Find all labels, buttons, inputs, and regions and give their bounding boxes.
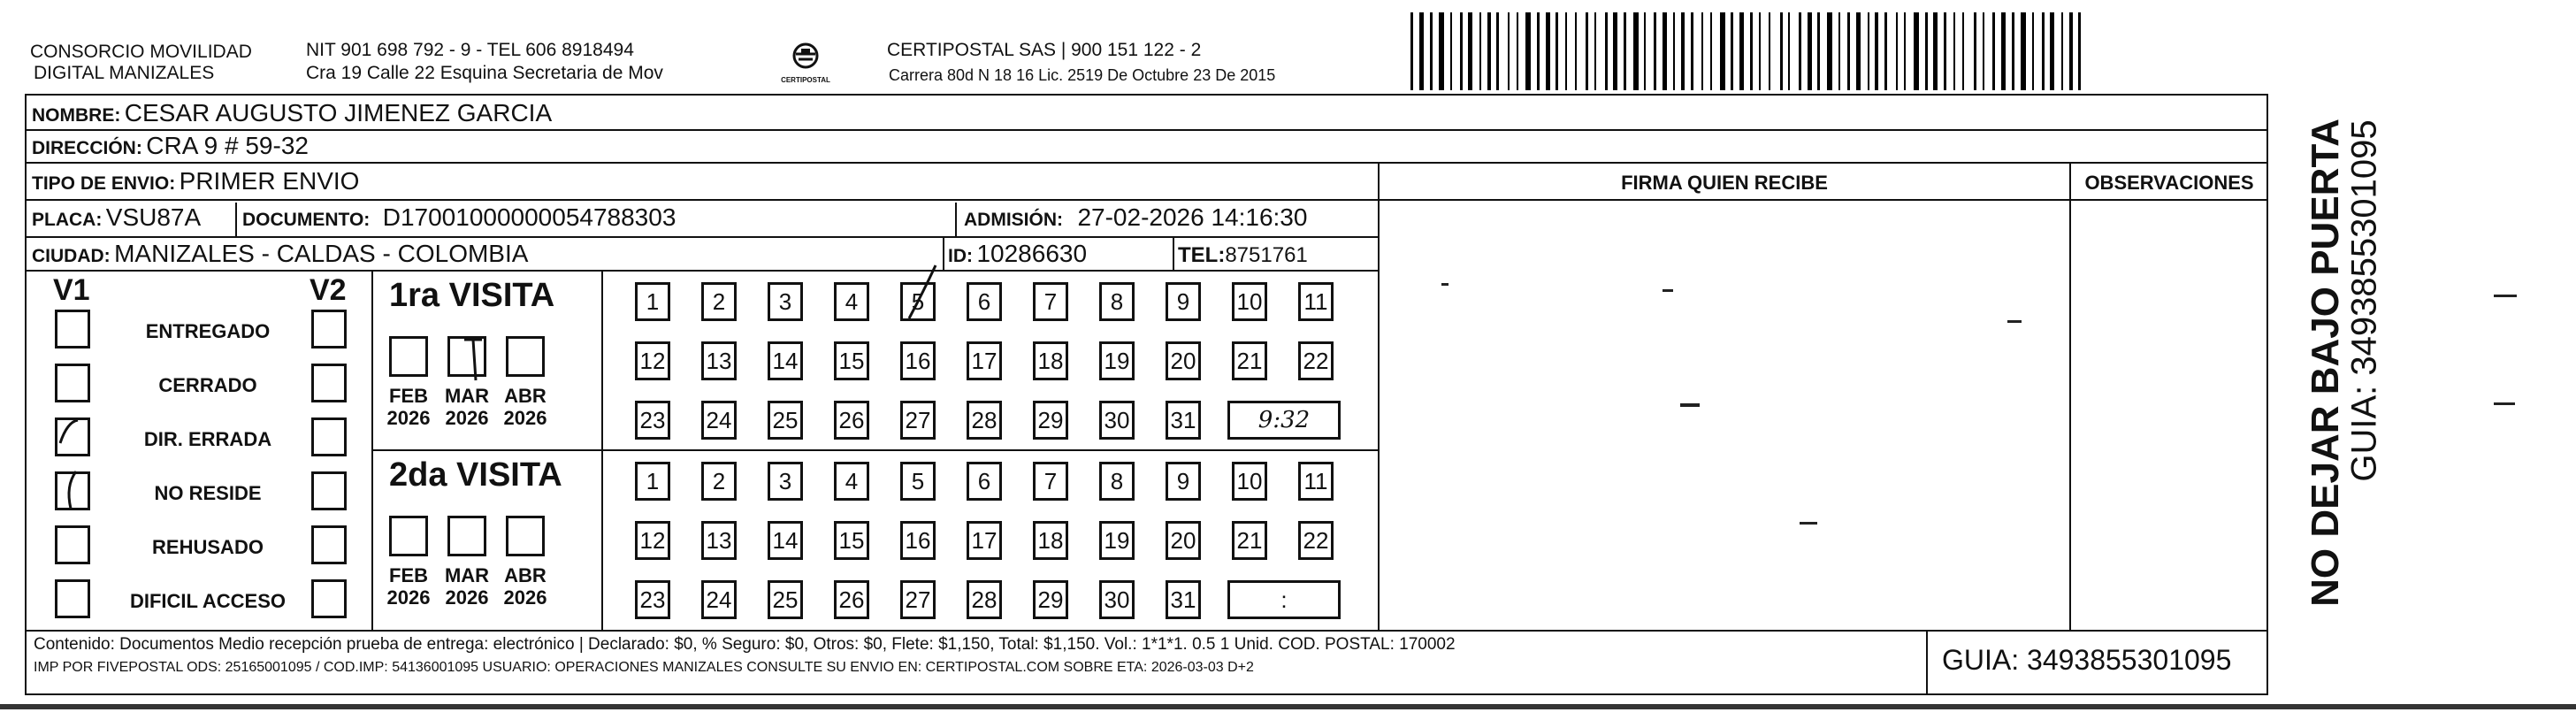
documento-label: DOCUMENTO: (242, 210, 371, 230)
day-box[interactable]: 11 (1298, 282, 1334, 321)
barcode-bar (2050, 12, 2054, 90)
divider (2069, 162, 2071, 631)
barcode-bar (1983, 12, 1984, 90)
day-box[interactable]: 22 (1298, 521, 1334, 560)
logo-text: CERTIPOSTAL (781, 76, 830, 84)
day-box[interactable]: 29 (1033, 580, 1068, 619)
id-label: ID: (948, 246, 973, 266)
barcode-bar (1594, 12, 1596, 90)
footer-content-line: Contenido: Documentos Medio recepción prueba de entrega: electrónico | Declarado: $0, % Seguro: $0, Otros: $0, Flete: $1,150, Total: $1,150. Vol.: 1*1*1. 0.5 1 Unid. COD. POSTAL: 170002 (34, 635, 1456, 654)
barcode-bar (1517, 12, 1518, 90)
barcode-bar (1750, 12, 1753, 90)
day-box[interactable]: 15 (834, 341, 869, 380)
ink-speck (1663, 289, 1673, 292)
day-box[interactable]: 11 (1298, 462, 1334, 501)
barcode-bar (1575, 12, 1577, 90)
barcode-bar (1838, 12, 1840, 90)
company-name-line1: CONSORCIO MOVILIDAD (30, 42, 252, 62)
barcode-bar (2032, 12, 2034, 90)
day-box[interactable]: 7 (1033, 282, 1068, 321)
barcode-bar (1633, 12, 1639, 90)
no-dejar-bajo-puerta: NO DEJAR BAJO PUERTA (2304, 119, 2347, 607)
barcode-bar (1914, 12, 1919, 90)
day-box[interactable]: 13 (701, 521, 737, 560)
barcode-bar (1663, 12, 1667, 90)
month-year: 2026 (445, 586, 489, 609)
day-box[interactable]: 2 (701, 462, 737, 501)
day-box[interactable]: 22 (1298, 341, 1334, 380)
ink-speck (1800, 522, 1817, 525)
day-box[interactable]: 14 (768, 521, 803, 560)
barcode-bar (2042, 12, 2045, 90)
day-box[interactable]: 3 (768, 462, 803, 501)
barcode-bar (1799, 12, 1801, 90)
divider (1378, 199, 2267, 201)
barcode-bar (1565, 12, 1567, 90)
barcode-bar (1847, 12, 1850, 90)
day-box[interactable]: 12 (635, 521, 670, 560)
company-address: Cra 19 Calle 22 Esquina Secretaria de Mov (306, 63, 663, 83)
observaciones-header: OBSERVACIONES (2084, 172, 2254, 194)
barcode-bar (1856, 12, 1861, 90)
time-box[interactable]: 9:32 (1227, 401, 1341, 440)
day-box[interactable]: 14 (768, 341, 803, 380)
day-box[interactable]: 17 (967, 521, 1002, 560)
day-box[interactable]: 1 (635, 282, 670, 321)
barcode-bar (1962, 12, 1964, 90)
month-year: 2026 (503, 407, 547, 429)
day-box[interactable]: 5 (900, 462, 936, 501)
day-box[interactable]: 24 (701, 580, 737, 619)
month-year: 2026 (386, 586, 431, 609)
month-name: FEB (389, 385, 428, 407)
placa-label: PLACA: (32, 210, 103, 230)
barcode-bar (1673, 12, 1675, 90)
ink-speck (1441, 283, 1449, 286)
day-box[interactable]: 17 (967, 341, 1002, 380)
ink-speck (2494, 402, 2515, 405)
day-box[interactable]: 26 (834, 580, 869, 619)
day-box[interactable]: 3 (768, 282, 803, 321)
v1-header: V1 (53, 273, 90, 307)
v2-header: V2 (310, 273, 347, 307)
admision-label: ADMISIÓN: (964, 210, 1063, 230)
barcode-bar (1884, 12, 1887, 90)
day-box[interactable]: 6 (967, 282, 1002, 321)
barcode-bar (1701, 12, 1703, 90)
nombre-value: CESAR AUGUSTO JIMENEZ GARCIA (124, 99, 553, 126)
id-value: 10286630 (976, 240, 1088, 267)
direccion-label: DIRECCIÓN: (32, 138, 142, 158)
barcode-bar (1460, 12, 1463, 90)
ink-speck (2007, 320, 2022, 323)
barcode-bar (1430, 12, 1433, 90)
month-year: 2026 (445, 407, 489, 429)
barcode-bar (1556, 12, 1558, 90)
barcode-bar (1875, 12, 1878, 90)
barcode (1410, 0, 2091, 97)
barcode-bar (1739, 12, 1744, 90)
tipo-envio-label: TIPO DE ENVIO: (32, 173, 176, 194)
time-box[interactable]: : (1227, 580, 1341, 619)
day-box[interactable]: 6 (967, 462, 1002, 501)
day-box[interactable]: 31 (1166, 401, 1201, 440)
barcode-bar (1479, 12, 1481, 90)
barcode-bar (1468, 12, 1472, 90)
ciudad-value: MANIZALES - CALDAS - COLOMBIA (114, 240, 529, 267)
day-box[interactable]: 20 (1166, 521, 1201, 560)
barcode-bar (1817, 12, 1820, 90)
day-box[interactable]: 4 (834, 282, 869, 321)
side-guia: GUIA: 3493855301095 (2344, 119, 2384, 482)
day-box[interactable]: 5 (900, 282, 936, 321)
day-box[interactable]: 9 (1166, 462, 1201, 501)
barcode-bar (1450, 12, 1452, 90)
month-name: MAR (444, 385, 490, 407)
company-name-line2: DIGITAL MANIZALES (34, 63, 215, 83)
barcode-bar (1788, 12, 1790, 90)
status-option-label: ENTREGADO (145, 320, 271, 342)
visit-title: 1ra VISITA (389, 277, 555, 314)
status-option-label: NO RESIDE (154, 482, 262, 504)
day-box[interactable]: 16 (900, 521, 936, 560)
day-box[interactable]: 8 (1099, 282, 1135, 321)
day-box[interactable]: 2 (701, 282, 737, 321)
nombre-label: NOMBRE: (32, 105, 121, 126)
barcode-bar (1410, 12, 1413, 90)
barcode-bar (1933, 12, 1938, 90)
ink-speck (2494, 295, 2517, 297)
barcode-bar (1525, 12, 1531, 90)
day-box[interactable]: 29 (1033, 401, 1068, 440)
day-box[interactable]: 30 (1099, 401, 1135, 440)
admision-value: 27-02-2026 14:16:30 (1077, 203, 1308, 231)
day-box[interactable]: 28 (967, 580, 1002, 619)
day-box[interactable]: 30 (1099, 580, 1135, 619)
barcode-bar (1487, 12, 1491, 90)
day-box[interactable]: 16 (900, 341, 936, 380)
day-box[interactable]: 10 (1232, 462, 1267, 501)
barcode-bar (1925, 12, 1928, 90)
barcode-bar (2001, 12, 2006, 90)
day-box[interactable]: 28 (967, 401, 1002, 440)
visit-title: 2da VISITA (389, 456, 562, 494)
barcode-bar (1681, 12, 1685, 90)
barcode-bar (1896, 12, 1898, 90)
divider (1926, 630, 1928, 695)
day-box[interactable]: 19 (1099, 341, 1135, 380)
barcode-bar (1496, 12, 1499, 90)
month-year: 2026 (503, 586, 547, 609)
status-option-label: CERRADO (158, 374, 257, 396)
day-box[interactable]: 31 (1166, 580, 1201, 619)
barcode-bar (1808, 12, 1812, 90)
barcode-bar (1759, 12, 1761, 90)
day-box[interactable]: 7 (1033, 462, 1068, 501)
barcode-bar (1586, 12, 1588, 90)
month-year: 2026 (386, 407, 431, 429)
day-box[interactable]: 27 (900, 580, 936, 619)
barcode-bar (1624, 12, 1626, 90)
barcode-bar (1953, 12, 1955, 90)
day-box[interactable]: 21 (1232, 341, 1267, 380)
day-box[interactable]: 18 (1033, 341, 1068, 380)
tipo-envio-value: PRIMER ENVIO (179, 167, 360, 195)
day-box[interactable]: 27 (900, 401, 936, 440)
barcode-bar (1644, 12, 1646, 90)
barcode-bar (2078, 12, 2081, 90)
day-box[interactable]: 18 (1033, 521, 1068, 560)
day-box[interactable]: 25 (768, 580, 803, 619)
ink-speck (1680, 403, 1700, 407)
barcode-bar (2021, 12, 2026, 90)
barcode-bar (1691, 12, 1693, 90)
barcode-bar (1419, 12, 1424, 90)
footer-imp-line: IMP POR FIVEPOSTAL ODS: 25165001095 / COD.IMP: 54136001095 USUARIO: OPERACIONES MANIZALES CONSULTE SU ENVIO EN: CERTIPOSTAL.COM SOBRE ETA: 2026-03-03 D+2 (34, 660, 1254, 675)
barcode-bar (1944, 12, 1946, 90)
ciudad-label: CIUDAD: (32, 246, 111, 266)
day-box[interactable]: 25 (768, 401, 803, 440)
documento-value: D17001000000054788303 (382, 203, 676, 231)
company-nit: NIT 901 698 792 - 9 - TEL 606 8918494 (306, 40, 634, 60)
footer-guia: GUIA: 3493855301095 (1942, 644, 2232, 676)
day-box[interactable]: 19 (1099, 521, 1135, 560)
day-box[interactable]: 4 (834, 462, 869, 501)
tel-value: 8751761 (1225, 243, 1308, 267)
status-option-label: DIFICIL ACCESO (129, 590, 286, 612)
day-box[interactable]: 8 (1099, 462, 1135, 501)
day-box[interactable]: 23 (635, 580, 670, 619)
certipostal-license: Carrera 80d N 18 16 Lic. 2519 De Octubre 23 De 2015 (889, 66, 1276, 84)
barcode-bar (1769, 12, 1770, 90)
barcode-bar (1827, 12, 1832, 90)
day-box[interactable]: 21 (1232, 521, 1267, 560)
day-box[interactable]: 15 (834, 521, 869, 560)
day-box[interactable]: 26 (834, 401, 869, 440)
barcode-bar (1992, 12, 1995, 90)
month-name: ABR (504, 385, 547, 407)
certipostal-info: CERTIPOSTAL SAS | 900 151 122 - 2 (887, 40, 1202, 60)
barcode-bar (1439, 12, 1444, 90)
barcode-bar (1508, 12, 1510, 90)
barcode-bar (1613, 12, 1617, 90)
status-option-label: DIR. ERRADA (143, 428, 272, 450)
barcode-bar (1731, 12, 1733, 90)
barcode-bar (1720, 12, 1725, 90)
barcode-bar (1710, 12, 1712, 90)
status-option-label: REHUSADO (152, 536, 264, 558)
side-notice (2273, 119, 2396, 607)
day-box[interactable]: 1 (635, 462, 670, 501)
day-box[interactable]: 13 (701, 341, 737, 380)
barcode-bar (1537, 12, 1540, 90)
barcode-bar (1546, 12, 1550, 90)
day-box[interactable]: 9 (1166, 282, 1201, 321)
barcode-bar (1904, 12, 1906, 90)
day-box[interactable]: 23 (635, 401, 670, 440)
barcode-bar (2012, 12, 2014, 90)
month-name: MAR (444, 564, 490, 586)
barcode-bar (1974, 12, 1976, 90)
barcode-bar (1605, 12, 1608, 90)
day-box[interactable]: 12 (635, 341, 670, 380)
month-name: FEB (389, 564, 428, 586)
barcode-bar (1780, 12, 1783, 90)
firma-header: FIRMA QUIEN RECIBE (1621, 172, 1828, 194)
barcode-bar (1654, 12, 1656, 90)
day-box[interactable]: 24 (701, 401, 737, 440)
month-name: ABR (504, 564, 547, 586)
day-box[interactable]: 20 (1166, 341, 1201, 380)
tel-label: TEL: (1178, 243, 1226, 267)
barcode-bar (1868, 12, 1869, 90)
day-box[interactable]: 10 (1232, 282, 1267, 321)
direccion-value: CRA 9 # 59-32 (146, 132, 309, 159)
barcode-bar (2061, 12, 2063, 90)
barcode-bar (2069, 12, 2073, 90)
placa-value: VSU87A (105, 203, 202, 231)
